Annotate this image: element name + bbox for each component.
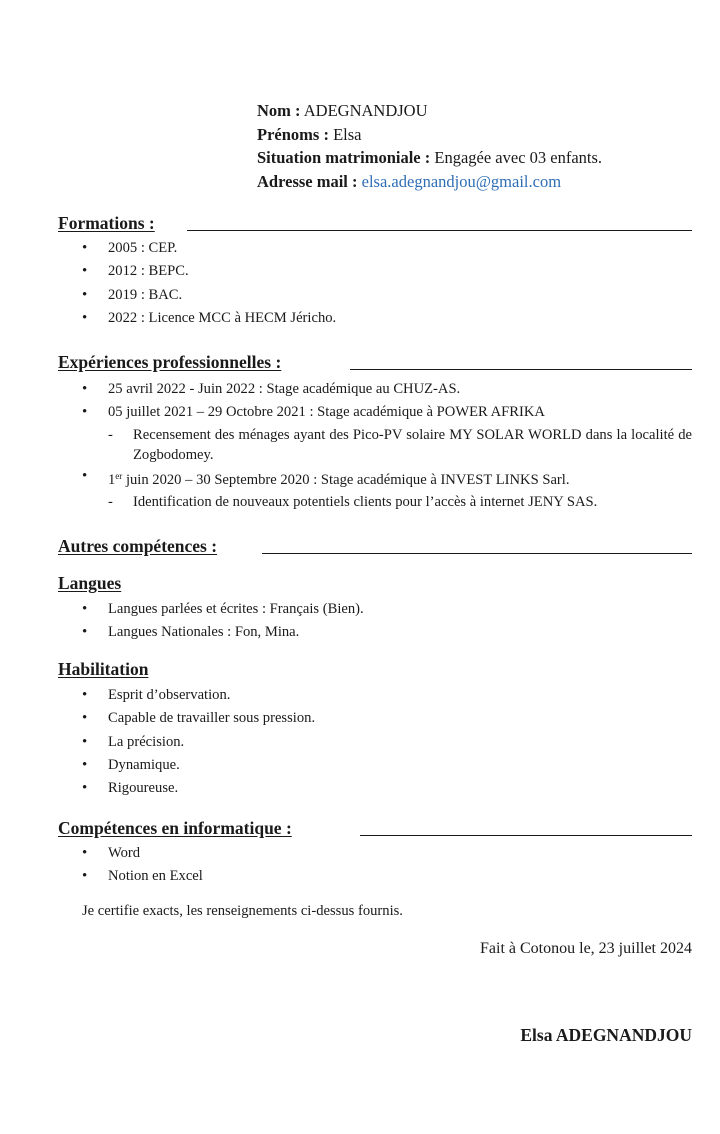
certification-text: Je certifie exacts, les renseignements ci-dessus fournis. bbox=[82, 903, 403, 919]
experience-title: 05 juillet 2021 – 29 Octobre 2021 : Stage académique à POWER AFRIKA bbox=[108, 404, 545, 421]
formations-heading bbox=[58, 213, 692, 235]
list-item: • Esprit d’observation. bbox=[82, 684, 692, 707]
informatique-heading bbox=[58, 818, 692, 840]
experiences-title: Expériences professionnelles : bbox=[58, 352, 282, 372]
langues-title: Langues bbox=[58, 573, 122, 593]
formations-rule bbox=[187, 230, 692, 231]
prenoms-label: Prénoms : bbox=[257, 124, 329, 144]
signature-first: Elsa bbox=[520, 1025, 553, 1045]
list-item bbox=[82, 401, 692, 464]
experience-rest: juin 2020 – 30 Septembre 2020 : Stage académique à INVEST LINKS Sarl. bbox=[122, 471, 570, 488]
place-date: Fait à Cotonou le, 23 juillet 2024 bbox=[480, 940, 692, 957]
list-item: • Langues parlées et écrites : Français (Bien). bbox=[82, 598, 692, 621]
signature-name bbox=[520, 1025, 692, 1046]
informatique-list bbox=[82, 842, 692, 889]
prenoms-row bbox=[257, 123, 602, 147]
email-label: Adresse mail : bbox=[257, 171, 358, 191]
informatique-title: Compétences en informatique : bbox=[58, 818, 292, 838]
signature-last: ADEGNANDJOU bbox=[555, 1025, 692, 1045]
list-item: • 2019 : BAC. bbox=[82, 284, 692, 307]
experiences-list bbox=[82, 378, 692, 512]
formations-list bbox=[82, 237, 692, 330]
nom-label: Nom : bbox=[257, 101, 301, 120]
list-item: • Langues Nationales : Fon, Mina. bbox=[82, 621, 692, 644]
list-item: • Dynamique. bbox=[82, 754, 692, 777]
day-suffix: er bbox=[115, 470, 123, 481]
prenoms-value: Elsa bbox=[333, 124, 362, 144]
situation-value: Engagée avec 03 enfants. bbox=[434, 148, 603, 167]
experience-details bbox=[108, 492, 692, 512]
nom-value: ADEGNANDJOU bbox=[303, 101, 428, 120]
list-item: • Notion en Excel bbox=[82, 865, 692, 888]
habilitation-title: Habilitation bbox=[58, 659, 149, 679]
identity-block bbox=[257, 99, 602, 193]
list-item: • La précision. bbox=[82, 731, 692, 754]
list-item: • Rigoureuse. bbox=[82, 777, 692, 800]
experience-title bbox=[108, 472, 570, 488]
situation-row bbox=[257, 146, 602, 170]
detail-item: - Identification de nouveaux potentiels clients pour l’accès à internet JENY SAS. bbox=[108, 492, 692, 512]
habilitation-list bbox=[82, 684, 692, 800]
list-item: • 25 avril 2022 - Juin 2022 : Stage académique au CHUZ-AS. bbox=[82, 378, 692, 401]
langues-list bbox=[82, 598, 692, 645]
list-item: • Capable de travailler sous pression. bbox=[82, 707, 692, 730]
list-item: • 2012 : BEPC. bbox=[82, 260, 692, 283]
autres-heading bbox=[58, 536, 692, 558]
nom-row bbox=[257, 99, 602, 123]
situation-label: Situation matrimoniale : bbox=[257, 148, 431, 167]
email-row bbox=[257, 170, 602, 194]
list-item: • 2022 : Licence MCC à HECM Jéricho. bbox=[82, 307, 692, 330]
list-item: • Word bbox=[82, 842, 692, 865]
experiences-rule bbox=[350, 369, 692, 370]
experience-details bbox=[108, 425, 692, 465]
autres-rule bbox=[262, 553, 692, 554]
detail-item: - Recensement des ménages ayant des Pico-PV solaire MY SOLAR WORLD dans la localité de Zogbodomey. bbox=[108, 425, 692, 465]
formations-title: Formations : bbox=[58, 213, 155, 233]
email-link[interactable]: elsa.adegnandjou@gmail.com bbox=[361, 171, 562, 191]
list-item bbox=[82, 465, 692, 512]
day-number: 1 bbox=[108, 471, 116, 488]
experiences-heading bbox=[58, 352, 692, 374]
list-item: • 2005 : CEP. bbox=[82, 237, 692, 260]
informatique-rule bbox=[360, 835, 692, 836]
autres-title: Autres compétences : bbox=[58, 536, 218, 556]
